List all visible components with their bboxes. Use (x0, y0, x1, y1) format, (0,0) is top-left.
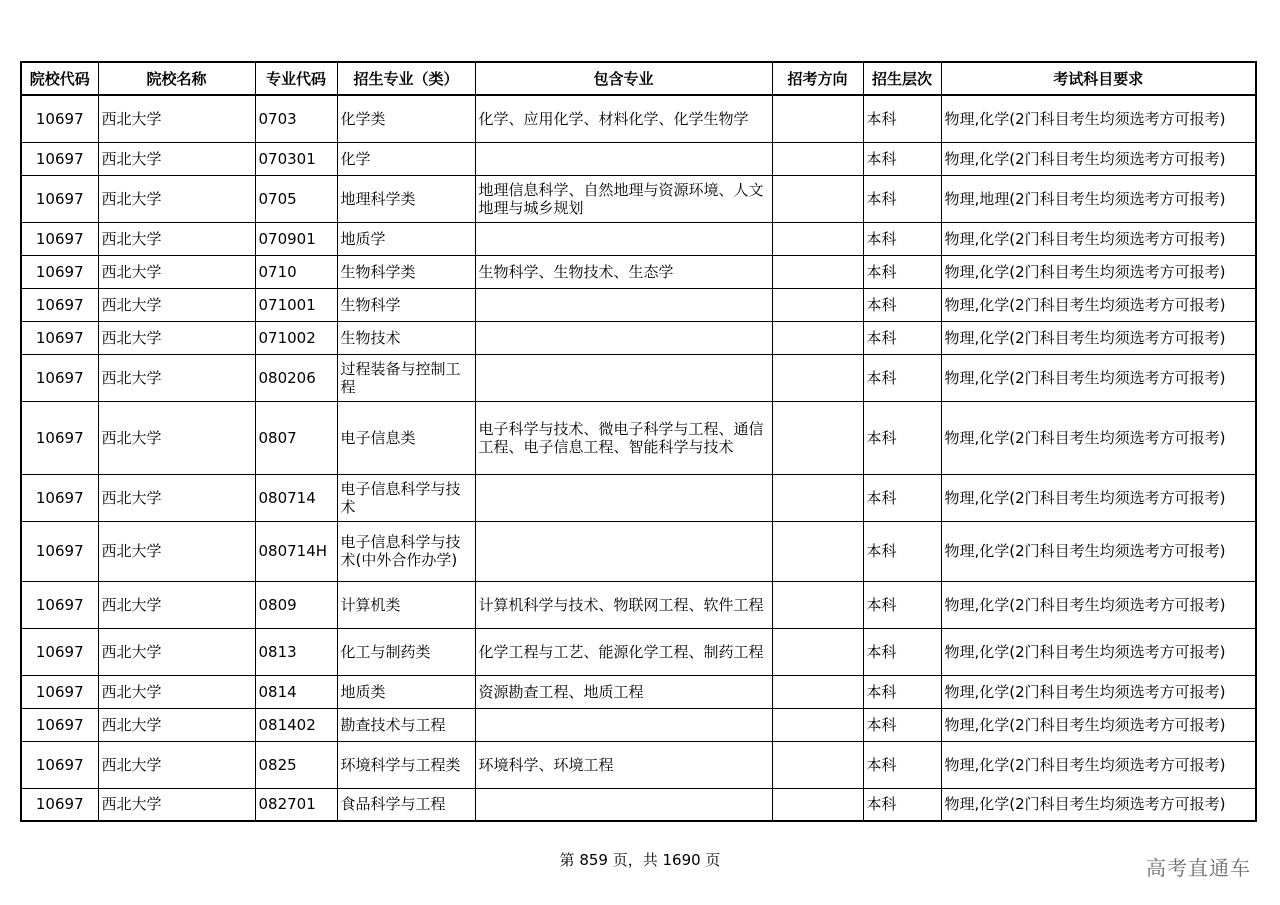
subject-requirement-cell: 物理,化学(2门科目考生均须选考方可报考) (941, 142, 1256, 175)
direction-cell (772, 321, 863, 354)
subject-requirement-cell: 物理,化学(2门科目考生均须选考方可报考) (941, 521, 1256, 581)
major-code-cell: 0807 (255, 401, 337, 474)
table-row (21, 222, 1256, 255)
table-row (21, 95, 1256, 142)
included-majors-cell: 电子科学与技术、微电子科学与工程、通信工程、电子信息工程、智能科学与技术 (475, 401, 772, 474)
watermark-logo: 高考直通车 (1146, 856, 1251, 880)
table-row (21, 474, 1256, 521)
major-name-cell: 化学类 (337, 95, 475, 142)
direction-cell (772, 222, 863, 255)
school-code-cell: 10697 (21, 401, 98, 474)
school-name-cell: 西北大学 (98, 321, 255, 354)
direction-cell (772, 288, 863, 321)
included-majors-cell (475, 321, 772, 354)
header-included-majors: 包含专业 (475, 62, 772, 95)
school-code-cell: 10697 (21, 288, 98, 321)
included-majors-cell: 环境科学、环境工程 (475, 741, 772, 788)
school-name-cell: 西北大学 (98, 741, 255, 788)
included-majors-cell: 化学、应用化学、材料化学、化学生物学 (475, 95, 772, 142)
school-code-cell: 10697 (21, 95, 98, 142)
table-row (21, 321, 1256, 354)
level-cell: 本科 (863, 708, 941, 741)
school-code-cell: 10697 (21, 255, 98, 288)
school-name-cell: 西北大学 (98, 401, 255, 474)
header-major: 招生专业（类） (337, 62, 475, 95)
level-cell: 本科 (863, 354, 941, 401)
level-cell: 本科 (863, 628, 941, 675)
subject-requirement-cell: 物理,化学(2门科目考生均须选考方可报考) (941, 222, 1256, 255)
major-name-cell: 地质类 (337, 675, 475, 708)
table-row (21, 521, 1256, 581)
direction-cell (772, 788, 863, 821)
major-code-cell: 0825 (255, 741, 337, 788)
direction-cell (772, 675, 863, 708)
header-subject-requirement: 考试科目要求 (941, 62, 1256, 95)
major-name-cell: 勘查技术与工程 (337, 708, 475, 741)
included-majors-cell: 生物科学、生物技术、生态学 (475, 255, 772, 288)
school-code-cell: 10697 (21, 741, 98, 788)
major-code-cell: 081402 (255, 708, 337, 741)
included-majors-cell (475, 222, 772, 255)
direction-cell (772, 474, 863, 521)
table-row (21, 675, 1256, 708)
school-name-cell: 西北大学 (98, 628, 255, 675)
level-cell: 本科 (863, 741, 941, 788)
header-school-name: 院校名称 (98, 62, 255, 95)
subject-requirement-cell: 物理,化学(2门科目考生均须选考方可报考) (941, 581, 1256, 628)
major-code-cell: 0710 (255, 255, 337, 288)
included-majors-cell: 地理信息科学、自然地理与资源环境、人文地理与城乡规划 (475, 175, 772, 222)
table-row (21, 628, 1256, 675)
school-name-cell: 西北大学 (98, 288, 255, 321)
table-row (21, 288, 1256, 321)
level-cell: 本科 (863, 175, 941, 222)
level-cell: 本科 (863, 255, 941, 288)
major-code-cell: 070301 (255, 142, 337, 175)
table-row (21, 788, 1256, 821)
school-code-cell: 10697 (21, 628, 98, 675)
school-code-cell: 10697 (21, 175, 98, 222)
included-majors-cell (475, 521, 772, 581)
direction-cell (772, 401, 863, 474)
school-name-cell: 西北大学 (98, 255, 255, 288)
level-cell: 本科 (863, 474, 941, 521)
subject-requirement-cell: 物理,化学(2门科目考生均须选考方可报考) (941, 628, 1256, 675)
major-code-cell: 0814 (255, 675, 337, 708)
major-name-cell: 电子信息类 (337, 401, 475, 474)
major-code-cell: 071001 (255, 288, 337, 321)
subject-requirement-cell: 物理,地理(2门科目考生均须选考方可报考) (941, 175, 1256, 222)
admissions-table (20, 61, 1257, 822)
major-code-cell: 080714 (255, 474, 337, 521)
school-name-cell: 西北大学 (98, 708, 255, 741)
school-code-cell: 10697 (21, 474, 98, 521)
direction-cell (772, 95, 863, 142)
subject-requirement-cell: 物理,化学(2门科目考生均须选考方可报考) (941, 288, 1256, 321)
direction-cell (772, 708, 863, 741)
subject-requirement-cell: 物理,化学(2门科目考生均须选考方可报考) (941, 95, 1256, 142)
table-row (21, 255, 1256, 288)
school-code-cell: 10697 (21, 788, 98, 821)
school-code-cell: 10697 (21, 675, 98, 708)
major-code-cell: 082701 (255, 788, 337, 821)
major-code-cell: 080206 (255, 354, 337, 401)
level-cell: 本科 (863, 95, 941, 142)
major-name-cell: 计算机类 (337, 581, 475, 628)
school-name-cell: 西北大学 (98, 95, 255, 142)
table-row (21, 142, 1256, 175)
level-cell: 本科 (863, 581, 941, 628)
major-code-cell: 071002 (255, 321, 337, 354)
subject-requirement-cell: 物理,化学(2门科目考生均须选考方可报考) (941, 401, 1256, 474)
direction-cell (772, 142, 863, 175)
major-name-cell: 电子信息科学与技术(中外合作办学) (337, 521, 475, 581)
major-code-cell: 0705 (255, 175, 337, 222)
table-row (21, 581, 1256, 628)
direction-cell (772, 354, 863, 401)
header-school-code: 院校代码 (21, 62, 98, 95)
direction-cell (772, 255, 863, 288)
school-code-cell: 10697 (21, 708, 98, 741)
school-name-cell: 西北大学 (98, 521, 255, 581)
direction-cell (772, 628, 863, 675)
direction-cell (772, 521, 863, 581)
major-name-cell: 环境科学与工程类 (337, 741, 475, 788)
subject-requirement-cell: 物理,化学(2门科目考生均须选考方可报考) (941, 354, 1256, 401)
header-direction: 招考方向 (772, 62, 863, 95)
major-name-cell: 地理科学类 (337, 175, 475, 222)
header-level: 招生层次 (863, 62, 941, 95)
school-code-cell: 10697 (21, 521, 98, 581)
subject-requirement-cell: 物理,化学(2门科目考生均须选考方可报考) (941, 255, 1256, 288)
subject-requirement-cell: 物理,化学(2门科目考生均须选考方可报考) (941, 788, 1256, 821)
table-row (21, 708, 1256, 741)
included-majors-cell (475, 288, 772, 321)
major-code-cell: 0809 (255, 581, 337, 628)
subject-requirement-cell: 物理,化学(2门科目考生均须选考方可报考) (941, 708, 1256, 741)
direction-cell (772, 741, 863, 788)
subject-requirement-cell: 物理,化学(2门科目考生均须选考方可报考) (941, 675, 1256, 708)
level-cell: 本科 (863, 288, 941, 321)
level-cell: 本科 (863, 788, 941, 821)
level-cell: 本科 (863, 675, 941, 708)
major-name-cell: 化学 (337, 142, 475, 175)
included-majors-cell (475, 142, 772, 175)
major-name-cell: 生物技术 (337, 321, 475, 354)
major-name-cell: 食品科学与工程 (337, 788, 475, 821)
included-majors-cell (475, 474, 772, 521)
subject-requirement-cell: 物理,化学(2门科目考生均须选考方可报考) (941, 321, 1256, 354)
table-row (21, 741, 1256, 788)
page-number: 第 859 页，共 1690 页 (559, 851, 721, 869)
school-name-cell: 西北大学 (98, 788, 255, 821)
major-name-cell: 生物科学类 (337, 255, 475, 288)
subject-requirement-cell: 物理,化学(2门科目考生均须选考方可报考) (941, 474, 1256, 521)
major-name-cell: 生物科学 (337, 288, 475, 321)
included-majors-cell: 化学工程与工艺、能源化学工程、制药工程 (475, 628, 772, 675)
included-majors-cell (475, 788, 772, 821)
school-name-cell: 西北大学 (98, 142, 255, 175)
included-majors-cell (475, 708, 772, 741)
school-name-cell: 西北大学 (98, 354, 255, 401)
major-code-cell: 0703 (255, 95, 337, 142)
school-name-cell: 西北大学 (98, 675, 255, 708)
direction-cell (772, 581, 863, 628)
direction-cell (772, 175, 863, 222)
major-name-cell: 过程装备与控制工程 (337, 354, 475, 401)
school-name-cell: 西北大学 (98, 474, 255, 521)
table-header-row (21, 62, 1256, 95)
major-code-cell: 0813 (255, 628, 337, 675)
subject-requirement-cell: 物理,化学(2门科目考生均须选考方可报考) (941, 741, 1256, 788)
school-code-cell: 10697 (21, 581, 98, 628)
major-code-cell: 070901 (255, 222, 337, 255)
included-majors-cell: 计算机科学与技术、物联网工程、软件工程 (475, 581, 772, 628)
major-name-cell: 化工与制药类 (337, 628, 475, 675)
major-name-cell: 地质学 (337, 222, 475, 255)
major-name-cell: 电子信息科学与技术 (337, 474, 475, 521)
table-row (21, 175, 1256, 222)
level-cell: 本科 (863, 321, 941, 354)
school-code-cell: 10697 (21, 222, 98, 255)
level-cell: 本科 (863, 521, 941, 581)
major-code-cell: 080714H (255, 521, 337, 581)
included-majors-cell: 资源勘查工程、地质工程 (475, 675, 772, 708)
school-name-cell: 西北大学 (98, 175, 255, 222)
table-row (21, 401, 1256, 474)
school-name-cell: 西北大学 (98, 581, 255, 628)
table-row (21, 354, 1256, 401)
level-cell: 本科 (863, 222, 941, 255)
school-code-cell: 10697 (21, 354, 98, 401)
header-major-code: 专业代码 (255, 62, 337, 95)
school-code-cell: 10697 (21, 142, 98, 175)
level-cell: 本科 (863, 142, 941, 175)
included-majors-cell (475, 354, 772, 401)
level-cell: 本科 (863, 401, 941, 474)
table-body (21, 95, 1256, 821)
school-name-cell: 西北大学 (98, 222, 255, 255)
school-code-cell: 10697 (21, 321, 98, 354)
